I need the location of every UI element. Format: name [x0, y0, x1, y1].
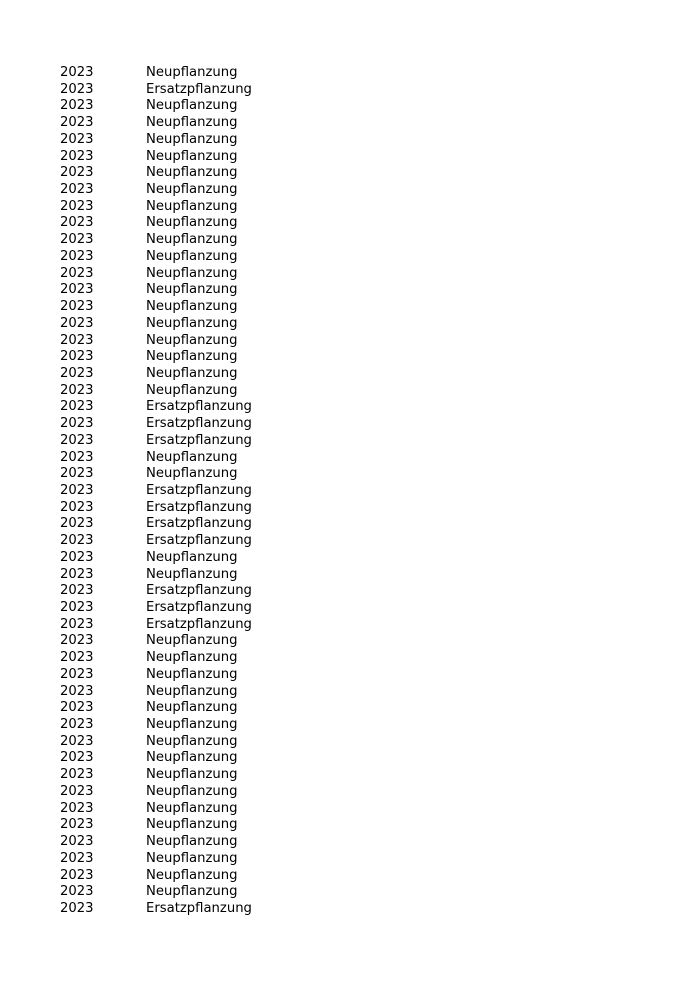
spreadsheet-page	[60, 65, 360, 918]
year-cell: 2023	[60, 332, 94, 348]
table-row	[60, 82, 360, 99]
planting-type-cell: Neupflanzung	[146, 733, 238, 749]
year-cell: 2023	[60, 482, 94, 498]
planting-type-cell: Neupflanzung	[146, 750, 238, 766]
year-cell: 2023	[60, 432, 94, 448]
planting-type-cell: Neupflanzung	[146, 282, 238, 298]
year-cell: 2023	[60, 700, 94, 716]
table-row	[60, 550, 360, 567]
table-row	[60, 450, 360, 467]
planting-type-cell: Neupflanzung	[146, 215, 238, 231]
year-cell: 2023	[60, 767, 94, 783]
planting-type-cell: Neupflanzung	[146, 265, 238, 281]
year-cell: 2023	[60, 633, 94, 649]
table-row	[60, 182, 360, 199]
table-row	[60, 199, 360, 216]
table-row	[60, 165, 360, 182]
planting-type-cell: Ersatzpflanzung	[146, 81, 252, 97]
table-row	[60, 734, 360, 751]
table-row	[60, 667, 360, 684]
year-cell: 2023	[60, 717, 94, 733]
planting-type-cell: Ersatzpflanzung	[146, 533, 252, 549]
table-row	[60, 215, 360, 232]
year-cell: 2023	[60, 850, 94, 866]
year-cell: 2023	[60, 867, 94, 883]
table-row	[60, 366, 360, 383]
planting-type-cell: Neupflanzung	[146, 549, 238, 565]
table-row	[60, 617, 360, 634]
year-cell: 2023	[60, 449, 94, 465]
year-cell: 2023	[60, 265, 94, 281]
table-row	[60, 383, 360, 400]
table-row	[60, 868, 360, 885]
year-cell: 2023	[60, 884, 94, 900]
year-cell: 2023	[60, 416, 94, 432]
planting-type-cell: Ersatzpflanzung	[146, 416, 252, 432]
year-cell: 2023	[60, 148, 94, 164]
table-row	[60, 98, 360, 115]
year-cell: 2023	[60, 616, 94, 632]
year-cell: 2023	[60, 683, 94, 699]
planting-type-cell: Neupflanzung	[146, 466, 238, 482]
year-cell: 2023	[60, 182, 94, 198]
table-row	[60, 834, 360, 851]
planting-type-cell: Ersatzpflanzung	[146, 616, 252, 632]
table-row	[60, 767, 360, 784]
planting-type-cell: Ersatzpflanzung	[146, 583, 252, 599]
table-row	[60, 115, 360, 132]
table-row	[60, 750, 360, 767]
year-cell: 2023	[60, 549, 94, 565]
year-cell: 2023	[60, 232, 94, 248]
planting-type-cell: Neupflanzung	[146, 299, 238, 315]
year-cell: 2023	[60, 382, 94, 398]
planting-type-cell: Ersatzpflanzung	[146, 482, 252, 498]
table-row	[60, 901, 360, 918]
year-cell: 2023	[60, 733, 94, 749]
year-cell: 2023	[60, 98, 94, 114]
table-row	[60, 399, 360, 416]
planting-type-cell: Neupflanzung	[146, 115, 238, 131]
planting-type-cell: Neupflanzung	[146, 315, 238, 331]
year-cell: 2023	[60, 248, 94, 264]
table-row	[60, 516, 360, 533]
table-row	[60, 851, 360, 868]
planting-type-cell: Neupflanzung	[146, 198, 238, 214]
planting-type-cell: Neupflanzung	[146, 165, 238, 181]
year-cell: 2023	[60, 198, 94, 214]
table-row	[60, 65, 360, 82]
year-cell: 2023	[60, 282, 94, 298]
planting-type-cell: Neupflanzung	[146, 783, 238, 799]
table-row	[60, 567, 360, 584]
planting-type-cell: Ersatzpflanzung	[146, 499, 252, 515]
planting-type-cell: Neupflanzung	[146, 633, 238, 649]
planting-type-cell: Ersatzpflanzung	[146, 900, 252, 916]
table-row	[60, 717, 360, 734]
table-row	[60, 533, 360, 550]
table-row	[60, 650, 360, 667]
planting-type-cell: Neupflanzung	[146, 717, 238, 733]
year-cell: 2023	[60, 566, 94, 582]
year-cell: 2023	[60, 650, 94, 666]
table-row	[60, 600, 360, 617]
table-row	[60, 149, 360, 166]
table-row	[60, 817, 360, 834]
planting-type-cell: Neupflanzung	[146, 365, 238, 381]
table-row	[60, 483, 360, 500]
year-cell: 2023	[60, 65, 94, 80]
table-row	[60, 282, 360, 299]
planting-type-cell: Neupflanzung	[146, 566, 238, 582]
year-cell: 2023	[60, 81, 94, 97]
year-cell: 2023	[60, 315, 94, 331]
year-cell: 2023	[60, 115, 94, 131]
table-row	[60, 466, 360, 483]
table-row	[60, 349, 360, 366]
table-row	[60, 333, 360, 350]
year-cell: 2023	[60, 750, 94, 766]
year-cell: 2023	[60, 666, 94, 682]
table-row	[60, 232, 360, 249]
table-row	[60, 884, 360, 901]
table-row	[60, 801, 360, 818]
year-cell: 2023	[60, 215, 94, 231]
planting-type-cell: Neupflanzung	[146, 98, 238, 114]
planting-type-cell: Ersatzpflanzung	[146, 432, 252, 448]
year-cell: 2023	[60, 349, 94, 365]
planting-type-cell: Neupflanzung	[146, 449, 238, 465]
table-row	[60, 299, 360, 316]
planting-type-cell: Neupflanzung	[146, 834, 238, 850]
planting-type-cell: Ersatzpflanzung	[146, 600, 252, 615]
table-row	[60, 633, 360, 650]
year-cell: 2023	[60, 900, 94, 916]
table-row	[60, 266, 360, 283]
year-cell: 2023	[60, 131, 94, 147]
year-cell: 2023	[60, 399, 94, 415]
year-cell: 2023	[60, 365, 94, 381]
planting-type-cell: Neupflanzung	[146, 248, 238, 264]
table-row	[60, 433, 360, 450]
table-row	[60, 316, 360, 333]
planting-type-cell: Neupflanzung	[146, 767, 238, 783]
table-row	[60, 583, 360, 600]
table-row	[60, 700, 360, 717]
planting-type-cell: Neupflanzung	[146, 800, 238, 816]
planting-type-cell: Neupflanzung	[146, 382, 238, 398]
year-cell: 2023	[60, 516, 94, 532]
planting-type-cell: Neupflanzung	[146, 683, 238, 699]
table-row	[60, 249, 360, 266]
table-row	[60, 784, 360, 801]
planting-type-cell: Neupflanzung	[146, 349, 238, 365]
table-row	[60, 416, 360, 433]
planting-type-cell: Neupflanzung	[146, 148, 238, 164]
year-cell: 2023	[60, 499, 94, 515]
year-cell: 2023	[60, 299, 94, 315]
planting-type-cell: Neupflanzung	[146, 131, 238, 147]
planting-type-cell: Ersatzpflanzung	[146, 516, 252, 532]
planting-type-cell: Neupflanzung	[146, 700, 238, 716]
planting-type-cell: Ersatzpflanzung	[146, 399, 252, 415]
year-cell: 2023	[60, 783, 94, 799]
planting-type-cell: Neupflanzung	[146, 850, 238, 866]
table-row	[60, 132, 360, 149]
year-cell: 2023	[60, 800, 94, 816]
planting-type-cell: Neupflanzung	[146, 666, 238, 682]
year-cell: 2023	[60, 165, 94, 181]
planting-type-cell: Neupflanzung	[146, 650, 238, 666]
year-cell: 2023	[60, 466, 94, 482]
planting-type-cell: Neupflanzung	[146, 884, 238, 900]
year-cell: 2023	[60, 600, 94, 615]
planting-type-cell: Neupflanzung	[146, 232, 238, 248]
year-cell: 2023	[60, 583, 94, 599]
planting-type-cell: Neupflanzung	[146, 867, 238, 883]
planting-type-cell: Neupflanzung	[146, 817, 238, 833]
year-cell: 2023	[60, 834, 94, 850]
planting-type-cell: Neupflanzung	[146, 182, 238, 198]
year-cell: 2023	[60, 533, 94, 549]
table-row	[60, 684, 360, 701]
year-cell: 2023	[60, 817, 94, 833]
table-row	[60, 500, 360, 517]
planting-type-cell: Neupflanzung	[146, 332, 238, 348]
planting-type-cell: Neupflanzung	[146, 65, 238, 80]
